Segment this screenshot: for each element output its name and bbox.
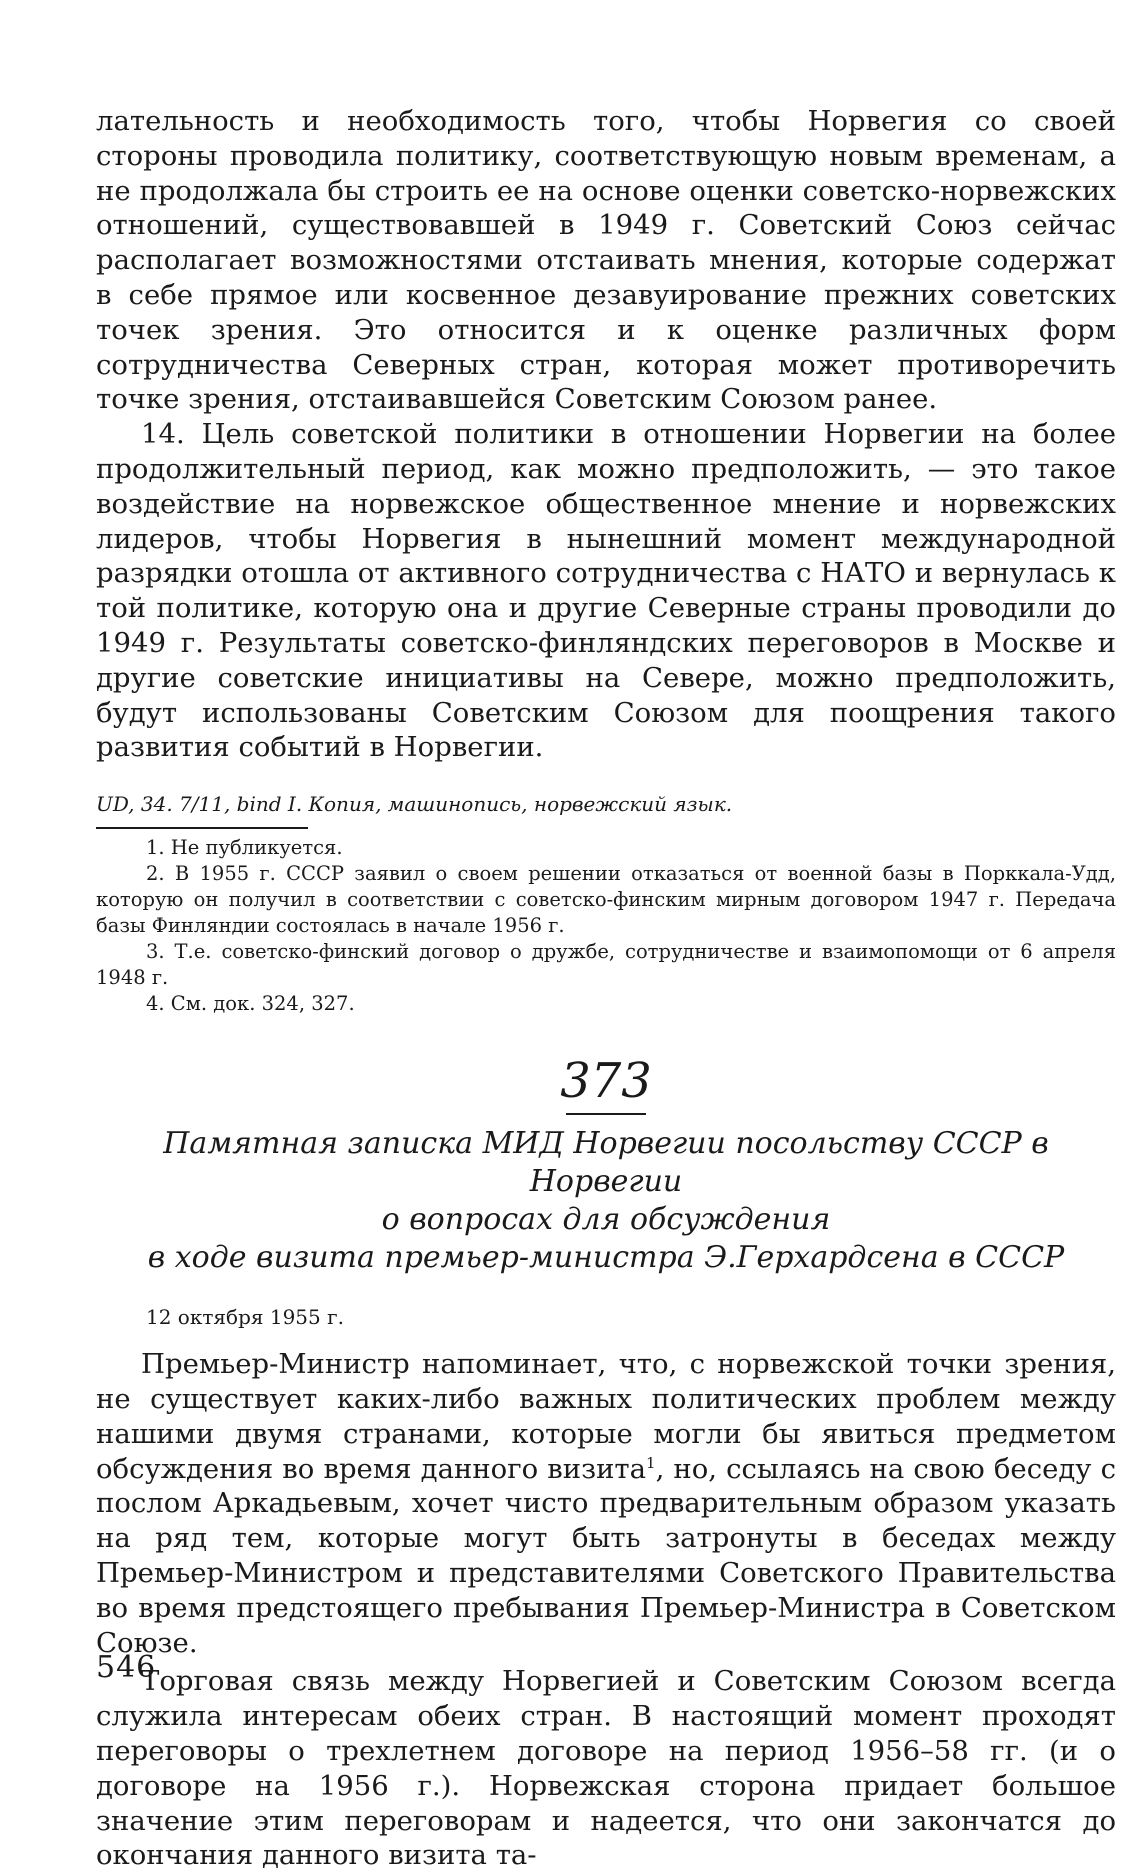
document-title-line-2: о вопросах для обсуждения xyxy=(381,1202,831,1238)
page-number: 546 xyxy=(96,1650,157,1685)
continuation-paragraph-2: 14. Цель советской политики в отношении Норвегии на более продолжительный период, как можно предположить, — это такое воздействие на норвежское общественное мнение и норвежских лидеров, чтобы Норвегия в нынешний момент международной разрядки отошла от активного сотрудничества с НАТО и вернулась к той политике, которую она и другие Северные страны проводили до 1949 г. Результаты советско-финляндских переговоров в Москве и другие советские инициативы на Севере, можно предположить, будут использованы Советским Союзом для поощрения такого развития событий в Норвегии. xyxy=(96,418,1116,764)
footnote-3: 3. Т.е. советско-финский договор о дружбе, сотрудничестве и взаимопомощи от 6 апреля 1948 г. xyxy=(96,940,1116,990)
archival-source: UD, 34. 7/11, bind I. Копия, машинопись, норвежский язык. xyxy=(96,792,733,817)
document-body xyxy=(96,1347,1116,1873)
footnote-ref-1: 1 xyxy=(646,1453,656,1472)
document-paragraph-1-part-1: Премьер-Министр напоминает, что, с норвежской точки зрения, не существует каких-либо важных политических проблем между нашими двумя странами, которые могли бы явиться предметом обсуждения во время данного визита xyxy=(96,1348,1116,1485)
footnote-1: 1. Не публикуется. xyxy=(146,836,343,860)
footnote-4: 4. См. док. 324, 327. xyxy=(146,992,355,1016)
document-paragraph-2: Торговая связь между Норвегией и Советским Союзом всегда служила интересам обеих стран. В настоящий момент проходят переговоры о трехлетнем договоре на период 1956–58 гг. (и о договоре на 1956 г.). Норвежская сторона придает большое значение этим переговорам и надеется, что они закончатся до окончания данного визита та- xyxy=(96,1665,1116,1872)
document-paragraph-1-part-2: , но, ссылаясь на свою беседу с послом Аркадьевым, хочет чисто предварительным образом указать на ряд тем, которые могут быть затронуты в беседах между Премьер-Министром и представителями Советского Правительства во время предстоящего пребывания Премьер-Министра в Советском Союзе. xyxy=(96,1452,1116,1659)
footnotes xyxy=(96,835,1116,1017)
document-paragraph-1 xyxy=(96,1347,1116,1660)
document-title-line-3: в ходе визита премьер-министра Э.Герхардсена в СССР xyxy=(147,1240,1065,1276)
footnote-2: 2. В 1955 г. СССР заявил о своем решении отказаться от военной базы в Порккала-Удд, которую он получил в соответствии с советско-финским мирным договором 1947 г. Передача базы Финляндии состоялась в начале 1956 г. xyxy=(96,862,1116,938)
page-content xyxy=(96,104,1116,1873)
footnote-divider xyxy=(96,827,308,829)
continuation-paragraph-1: лательность и необходимость того, чтобы Норвегия со своей стороны проводила политику, соответствующую новым временам, а не продолжала бы строить ее на основе оценки советско-норвежских отношений, существовавшей в 1949 г. Советский Союз сейчас располагает возможностями отстаивать мнения, которые содержат в себе прямое или косвенное дезавуирование прежних советских точек зрения. Это относится и к оценке различных форм сотрудничества Северных стран, которая может противоречить точке зрения, отстаивавшейся Советским Союзом ранее. xyxy=(96,105,1116,416)
document-date: 12 октября 1955 г. xyxy=(146,1305,344,1330)
document-number-rule xyxy=(566,1113,646,1115)
document-title-line-1: Памятная записка МИД Норвегии посольству СССР в Норвегии xyxy=(163,1126,1049,1200)
document-number: 373 xyxy=(560,1053,652,1110)
document-title xyxy=(96,1125,1116,1277)
